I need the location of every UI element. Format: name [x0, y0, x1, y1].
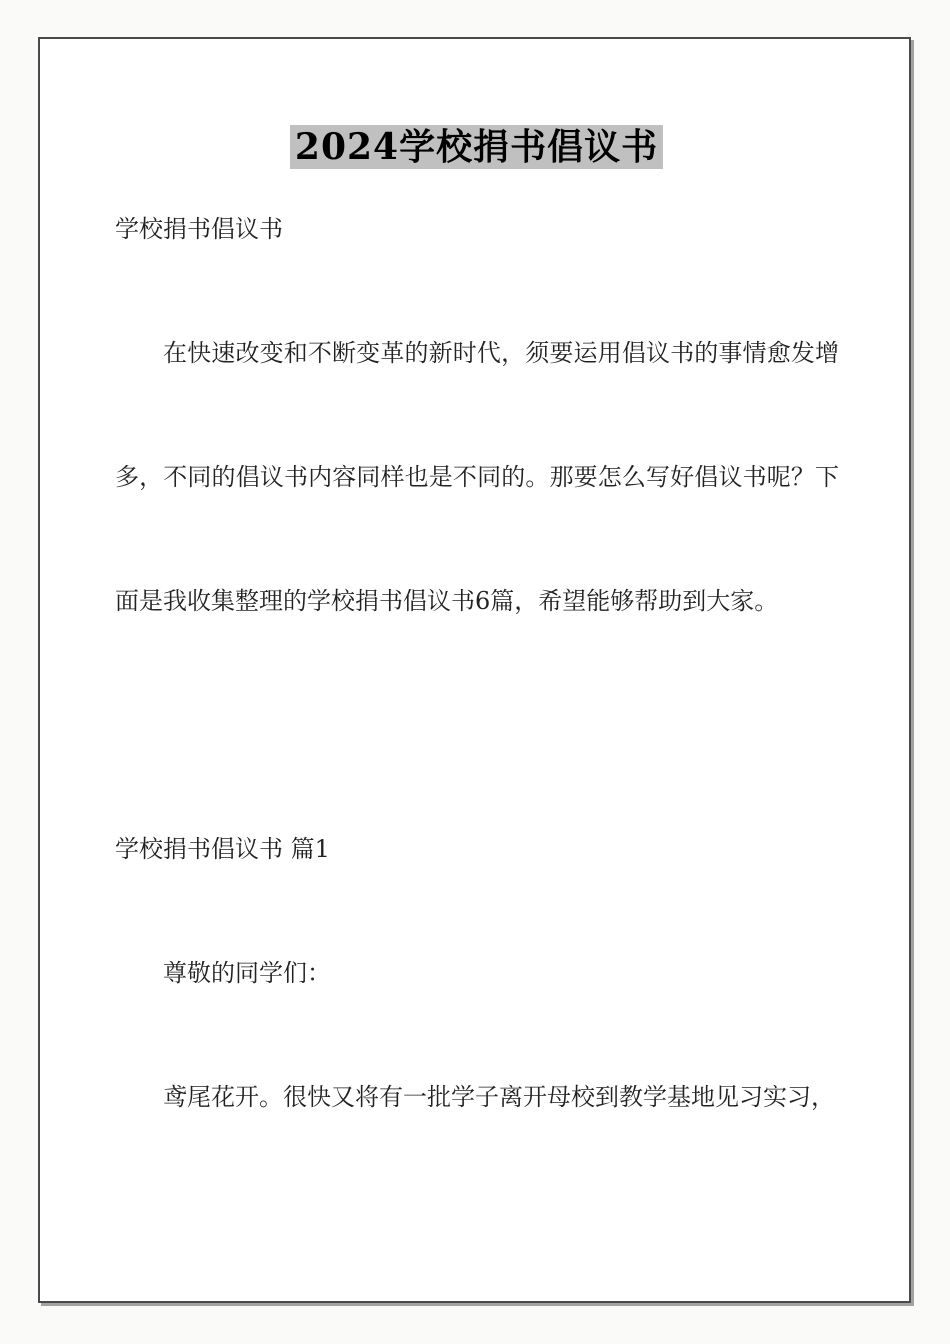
document-body: [115, 167, 839, 1159]
title-highlight: 2024学校捐书倡议书: [290, 125, 663, 169]
paragraph-blank: [115, 663, 839, 787]
paragraph-salutation: 尊敬的同学们：: [163, 959, 331, 987]
paragraph-body-line: 鸢尾花开。很快又将有一批学子离开母校到教学基地见习实习，: [163, 1083, 835, 1111]
document-title: [115, 127, 838, 167]
document-frame: [38, 37, 911, 1303]
paragraph-subtitle: 学校捐书倡议书: [115, 215, 283, 243]
paragraph-section-heading: 学校捐书倡议书 篇1: [115, 835, 330, 863]
paragraph-intro: 在快速改变和不断变革的新时代，须要运用倡议书的事情愈发增多，不同的倡议书内容同样也是不同的。那要怎么写好倡议书呢？下面是我收集整理的学校捐书倡议书6篇，希望能够帮助到大家。: [115, 339, 839, 615]
